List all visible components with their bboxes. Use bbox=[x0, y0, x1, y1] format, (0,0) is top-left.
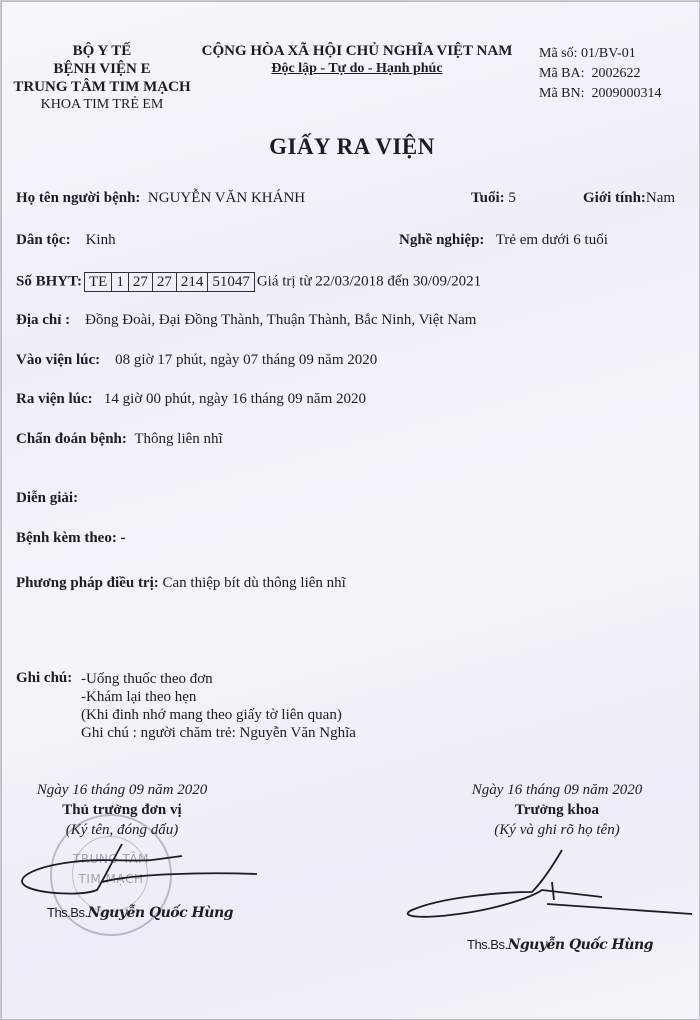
address-value: Đồng Đoài, Đại Đồng Thành, Thuận Thành, Bắc Ninh, Việt Nam bbox=[85, 312, 477, 328]
diagnosis-value: Thông liên nhĩ bbox=[134, 431, 223, 447]
insurance-box: 214 bbox=[177, 273, 209, 291]
center-name: TRUNG TÂM TIM MẠCH bbox=[13, 79, 191, 95]
insurance-box: 1 bbox=[112, 273, 129, 291]
admission-row bbox=[16, 352, 377, 369]
insurance-box: 27 bbox=[153, 273, 177, 291]
bn-code: Mã BN: 2009000314 bbox=[539, 86, 662, 101]
ethnicity-row bbox=[16, 232, 116, 249]
address-label: Địa chỉ : bbox=[16, 312, 71, 328]
insurance-box: 51047 bbox=[212, 274, 250, 290]
unit-head-signer-name: Nguyễn Quốc Hùng bbox=[87, 905, 233, 921]
unit-head-role: Thủ trưởng đơn vị bbox=[62, 802, 182, 818]
admission-label: Vào viện lúc: bbox=[16, 352, 101, 368]
discharge-row bbox=[16, 391, 366, 408]
dept-head-instruction: (Ký và ghi rõ họ tên) bbox=[494, 822, 620, 838]
patient-name-label: Họ tên người bệnh: bbox=[16, 190, 141, 206]
occupation-value: Trẻ em dưới 6 tuổi bbox=[495, 232, 608, 248]
note-line: -Uống thuốc theo đơn bbox=[81, 671, 213, 687]
treatment-row bbox=[16, 575, 346, 592]
unit-head-signer bbox=[47, 905, 233, 921]
discharge-paper bbox=[1, 1, 700, 1020]
insurance-label: Số BHYT: bbox=[16, 273, 82, 290]
dept-head-role: Trưởng khoa bbox=[514, 802, 600, 818]
age-row bbox=[471, 190, 516, 207]
ba-code-value: 2002622 bbox=[591, 66, 641, 81]
dept-head-signature-icon bbox=[382, 842, 700, 922]
treatment-value: Can thiệp bít dù thông liên nhĩ bbox=[162, 575, 346, 591]
note-line: (Khi đinh nhớ mang theo giấy tờ liên quan) bbox=[81, 707, 342, 723]
dept-head-signature-block bbox=[442, 780, 672, 840]
unit-head-signature-icon bbox=[2, 832, 302, 912]
issuer-block bbox=[2, 42, 202, 114]
gender-row bbox=[583, 190, 675, 207]
insurance-number-boxes bbox=[84, 272, 255, 292]
stamp-text-line2: TIM MẠCH bbox=[78, 872, 144, 886]
comorbidity-value: - bbox=[120, 530, 126, 546]
treatment-label: Phương pháp điều trị: bbox=[16, 575, 159, 591]
national-heading bbox=[187, 42, 527, 78]
occupation-label: Nghề nghiệp: bbox=[399, 232, 485, 248]
address-row bbox=[16, 312, 476, 329]
comorbidity-label: Bệnh kèm theo: bbox=[16, 530, 117, 546]
discharge-value: 14 giờ 00 phút, ngày 16 tháng 09 năm 2020 bbox=[103, 391, 366, 407]
document-title: GIẤY RA VIỆN bbox=[269, 134, 435, 159]
form-code: Mã số: 01/BV-01 bbox=[539, 46, 636, 61]
explanation-label: Diễn giải: bbox=[16, 490, 79, 506]
insurance-validity: Giá trị từ 22/03/2018 đến 30/09/2021 bbox=[256, 273, 482, 290]
gender-label: Giới tính: bbox=[583, 190, 646, 206]
stamp-text-line1: TRUNG TÂM bbox=[72, 852, 149, 866]
notes-list bbox=[81, 670, 356, 742]
ba-code: Mã BA: 2002622 bbox=[539, 66, 641, 81]
ethnicity-value: Kinh bbox=[85, 232, 116, 248]
dept-head-sign-date: Ngày 16 tháng 09 năm 2020 bbox=[471, 782, 643, 798]
insurance-row bbox=[16, 272, 481, 292]
dept-head-signer-prefix: Ths.Bs. bbox=[467, 937, 508, 952]
unit-head-signer-prefix: Ths.Bs. bbox=[47, 905, 88, 920]
gender-value: Nam bbox=[645, 190, 676, 206]
notes-label: Ghi chú: bbox=[16, 670, 73, 686]
unit-head-instruction: (Ký tên, đóng dấu) bbox=[65, 822, 179, 838]
comorbidity-row bbox=[16, 530, 126, 547]
note-line: Ghi chú : người chăm trẻ: Nguyễn Văn Nghĩa bbox=[81, 725, 356, 741]
insurance-box: TE bbox=[85, 273, 112, 291]
diagnosis-row bbox=[16, 431, 223, 448]
dept-head-signer bbox=[467, 937, 653, 953]
national-motto: Độc lập - Tự do - Hạnh phúc bbox=[271, 61, 443, 76]
unit-head-sign-date: Ngày 16 tháng 09 năm 2020 bbox=[36, 782, 208, 798]
document-codes bbox=[539, 44, 662, 104]
unit-head-signature-block bbox=[12, 780, 232, 840]
discharge-label: Ra viện lúc: bbox=[16, 391, 93, 407]
admission-value: 08 giờ 17 phút, ngày 07 tháng 09 năm 2020 bbox=[115, 352, 378, 368]
bn-code-value: 2009000314 bbox=[591, 86, 662, 101]
dept-head-signer-name: Nguyễn Quốc Hùng bbox=[507, 937, 653, 953]
occupation-row bbox=[399, 232, 608, 249]
patient-name-value: NGUYỄN VĂN KHÁNH bbox=[147, 190, 306, 206]
patient-name-row bbox=[16, 190, 305, 207]
ethnicity-label: Dân tộc: bbox=[16, 232, 71, 248]
age-label: Tuổi: bbox=[471, 190, 505, 206]
ministry-name: BỘ Y TẾ bbox=[72, 43, 132, 59]
note-line: -Khám lại theo hẹn bbox=[81, 689, 197, 705]
department-name: KHOA TIM TRẺ EM bbox=[40, 97, 164, 112]
insurance-box: 27 bbox=[129, 273, 153, 291]
nation-title: CỘNG HÒA XÃ HỘI CHỦ NGHĨA VIỆT NAM bbox=[201, 43, 513, 59]
hospital-name: BỆNH VIỆN E bbox=[53, 61, 151, 77]
diagnosis-label: Chẩn đoán bệnh: bbox=[16, 431, 127, 447]
age-value: 5 bbox=[508, 190, 516, 206]
